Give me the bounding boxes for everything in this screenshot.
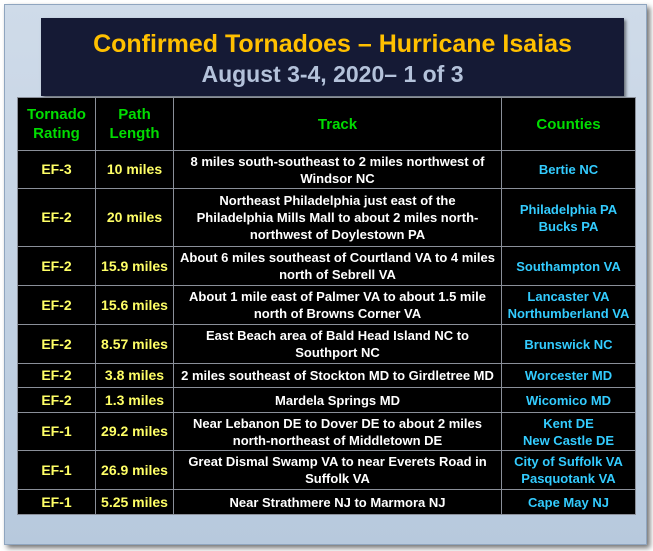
track-line: East Beach area of Bald Head Island NC to [206, 328, 469, 343]
counties-cell [502, 451, 636, 490]
counties-cell [502, 286, 636, 325]
counties-cell [502, 189, 636, 247]
track-line: northwest of Doylestown PA [249, 227, 426, 242]
path-length-cell: 29.2 miles [96, 413, 174, 451]
county-name: New Castle DE [522, 432, 615, 448]
counties-cell [502, 247, 636, 286]
counties-cell [502, 490, 636, 515]
path-length-cell: 8.57 miles [96, 325, 174, 364]
column-header-track: Track [174, 98, 502, 151]
county-name: Philadelphia PA [519, 201, 618, 217]
page-subtitle: August 3-4, 2020– 1 of 3 [201, 61, 464, 87]
track-line: 2 miles southeast of Stockton MD to Girdletree MD [181, 368, 494, 383]
track-cell [174, 490, 502, 515]
rating-cell: EF-2 [18, 189, 96, 247]
track-cell [174, 325, 502, 364]
column-header-length [96, 98, 174, 151]
table-row [18, 413, 636, 451]
title-banner [41, 18, 624, 96]
column-header-rating [18, 98, 96, 151]
column-header-counties: Counties [502, 98, 636, 151]
counties-cell [502, 413, 636, 451]
rating-cell: EF-2 [18, 325, 96, 364]
track-line: Near Strathmere NJ to Marmora NJ [229, 494, 446, 510]
table-row [18, 388, 636, 413]
track-cell [174, 286, 502, 325]
rating-cell: EF-2 [18, 388, 96, 413]
track-line: north-northeast of Middletown DE [232, 432, 443, 448]
table-row [18, 364, 636, 388]
table-row [18, 451, 636, 490]
county-name: Northumberland VA [507, 306, 630, 321]
rating-cell: EF-1 [18, 490, 96, 515]
county-name: Worcester MD [524, 368, 613, 383]
path-length-cell: 5.25 miles [96, 490, 174, 515]
column-header-length-line: Path [118, 106, 151, 123]
track-line: north of Browns Corner VA [253, 306, 422, 321]
track-line: Philadelphia Mills Mall to about 2 miles north- [196, 210, 479, 225]
rating-cell: EF-2 [18, 286, 96, 325]
path-length-cell: 20 miles [96, 189, 174, 247]
counties-cell [502, 151, 636, 189]
track-line: Windsor NC [300, 170, 375, 186]
table-body [18, 151, 636, 515]
rating-cell: EF-2 [18, 247, 96, 286]
path-length-cell: 15.9 miles [96, 247, 174, 286]
column-header-length-line: Length [109, 125, 160, 142]
rating-cell: EF-3 [18, 151, 96, 189]
table-row [18, 325, 636, 364]
track-cell [174, 451, 502, 490]
tornado-table [17, 97, 636, 515]
track-line: north of Sebrell VA [279, 267, 396, 282]
track-cell [174, 151, 502, 189]
path-length-cell: 15.6 miles [96, 286, 174, 325]
county-name: Kent DE [543, 415, 594, 431]
county-name: Pasquotank VA [521, 471, 616, 486]
county-name: Bucks PA [538, 218, 599, 234]
track-cell [174, 364, 502, 388]
track-cell [174, 413, 502, 451]
table-row [18, 490, 636, 515]
table-row [18, 247, 636, 286]
track-line: 8 miles south-southeast to 2 miles northwest of [190, 153, 485, 169]
track-line: Great Dismal Swamp VA to near Everets Road in [188, 454, 487, 469]
county-name: Brunswick NC [524, 336, 613, 352]
county-name: Lancaster VA [527, 289, 610, 304]
path-length-cell: 3.8 miles [96, 364, 174, 388]
track-line: Mardela Springs MD [275, 392, 400, 408]
track-cell [174, 247, 502, 286]
path-length-cell: 10 miles [96, 151, 174, 189]
rating-cell: EF-2 [18, 364, 96, 388]
track-line: About 1 mile east of Palmer VA to about 1.5 mile [189, 289, 486, 304]
table-row [18, 151, 636, 189]
path-length-cell: 26.9 miles [96, 451, 174, 490]
path-length-cell: 1.3 miles [96, 388, 174, 413]
counties-cell [502, 388, 636, 413]
track-cell [174, 388, 502, 413]
county-name: City of Suffolk VA [514, 454, 623, 469]
track-cell [174, 189, 502, 247]
counties-cell [502, 325, 636, 364]
county-name: Wicomico MD [525, 392, 612, 408]
county-name: Bertie NC [538, 162, 599, 177]
column-header-rating-line: Tornado [27, 106, 86, 123]
table-row [18, 286, 636, 325]
track-line: Northeast Philadelphia just east of the [219, 193, 456, 208]
rating-cell: EF-1 [18, 413, 96, 451]
page-title: Confirmed Tornadoes – Hurricane Isaias [93, 30, 572, 58]
table-row [18, 189, 636, 247]
track-line: Suffolk VA [305, 471, 370, 486]
rating-cell: EF-1 [18, 451, 96, 490]
county-name: Southampton VA [516, 258, 621, 274]
counties-cell [502, 364, 636, 388]
track-line: Near Lebanon DE to Dover DE to about 2 miles [193, 415, 482, 431]
column-header-rating-line: Rating [33, 125, 80, 142]
track-line: Southport NC [295, 345, 380, 360]
track-line: About 6 miles southeast of Courtland VA to 4 miles [180, 250, 495, 265]
county-name: Cape May NJ [528, 494, 609, 510]
table-header-row [18, 98, 636, 151]
